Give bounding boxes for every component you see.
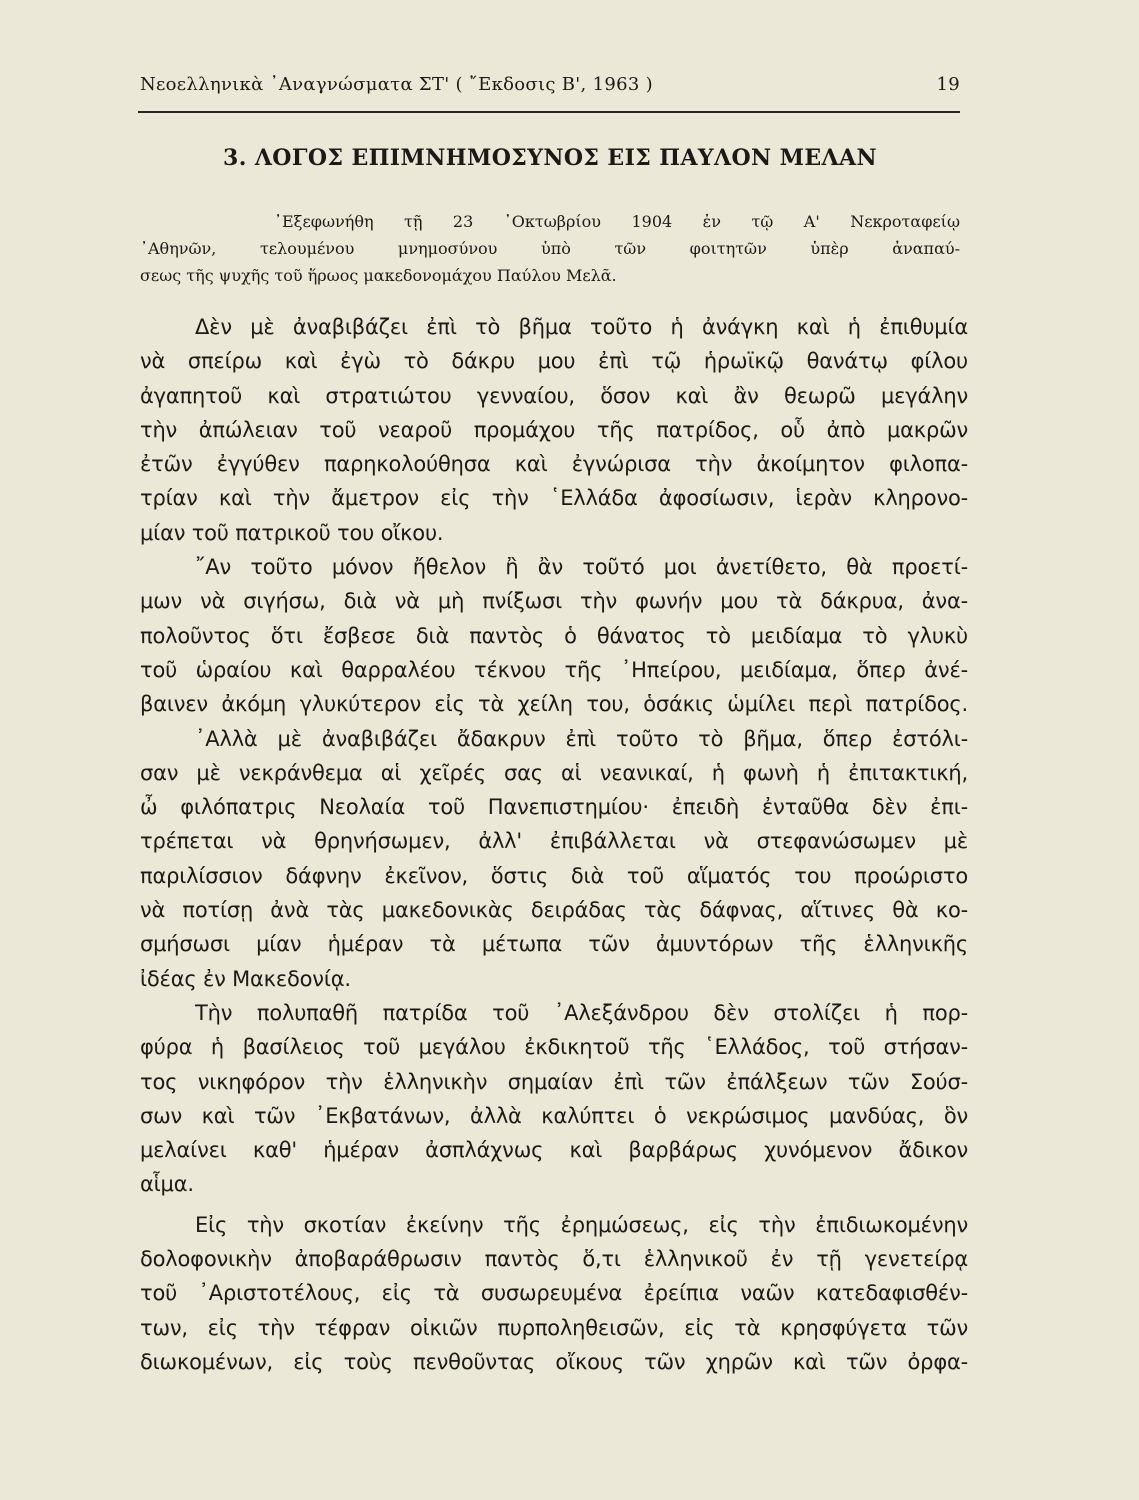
text-line: τοῦ ὡραίου καὶ θαρραλέου τέκνου τῆς ᾿Ηπείρου, μειδίαμα, ὅπερ ἀνέ- [140, 657, 968, 682]
text-line: ἀγαπητοῦ καὶ στρατιώτου γενναίου, ὅσον καὶ ἂν θεωρῶ μεγάλην [140, 383, 968, 408]
running-head [140, 74, 960, 104]
text-line: βαινεν ἀκόμη γλυκύτερον εἰς τὰ χείλη του, ὁσάκις ὡμίλει περὶ πατρίδος. [140, 692, 968, 717]
text-line: πολοῦντος ὅτι ἔσβεσε διὰ παντὸς ὁ θάνατος τὸ μειδίαμα τὸ γλυκὺ [140, 623, 968, 648]
text-line: νὰ σπείρω καὶ ἐγὼ τὸ δάκρυ μου ἐπὶ τῷ ἡρωϊκῷ θανάτῳ φίλου [140, 349, 968, 374]
speech-body [140, 310, 968, 1379]
note-line: ᾿Αθηνῶν, τελουμένου μνημοσύνου ὑπὸ τῶν φοιτητῶν ὑπὲρ ἀναπαύ- [140, 239, 960, 258]
text-line: των, εἰς τὴν τέφραν οἰκιῶν πυρποληθεισῶν, εἰς τὰ κρησφύγετα τῶν [140, 1315, 968, 1340]
text-line: τρέπεται νὰ θρηνήσωμεν, ἀλλ' ἐπιβάλλεται νὰ στεφανώσωμεν μὲ [140, 829, 968, 854]
text-line: διωκομένων, εἰς τοὺς πενθοῦντας οἴκους τῶν χηρῶν καὶ τῶν ὀρφα- [140, 1349, 968, 1374]
text-line: τὴν ἀπώλειαν τοῦ νεαροῦ προμάχου τῆς πατρίδος, οὗ ἀπὸ μακρῶν [140, 417, 968, 442]
text-line: νὰ ποτίσῃ ἀνὰ τὰς μακεδονικὰς δειράδας τὰς δάφνας, αἵτινες θὰ κο- [140, 898, 968, 923]
text-line: σαν μὲ νεκράνθεμα αἱ χεῖρές σας αἱ νεανικαί, ἡ φωνὴ ἡ ἐπιτακτική, [140, 760, 968, 785]
paragraph-1 [140, 310, 968, 550]
text-line: ῎Αν τοῦτο μόνον ἤθελον ἢ ἂν τοῦτό μοι ἀνετίθετο, θὰ προετί- [195, 555, 968, 580]
note-line: σεως τῆς ψυχῆς τοῦ ἥρωος μακεδονομάχου Παύλου Μελᾶ. [140, 266, 617, 285]
text-line: ἰδέας ἐν Μακεδονίᾳ. [140, 966, 351, 991]
text-line: τος νικηφόρον τὴν ἑλληνικὴν σημαίαν ἐπὶ τῶν ἐπάλξεων τῶν Σούσ- [140, 1069, 968, 1094]
paragraph-4 [140, 996, 968, 1202]
text-line: Τὴν πολυπαθῆ πατρίδα τοῦ ᾿Αλεξάνδρου δὲν στολίζει ἡ πορ- [195, 1000, 968, 1025]
header-rule [138, 111, 960, 113]
text-line: αἷμα. [140, 1172, 194, 1197]
text-line: μίαν τοῦ πατρικοῦ του οἴκου. [140, 520, 444, 545]
page-number: 19 [936, 74, 960, 95]
text-line: σμήσωσι μίαν ἡμέραν τὰ μέτωπα τῶν ἀμυντόρων τῆς ἑλληνικῆς [140, 932, 968, 957]
text-line: φύρα ἡ βασίλειος τοῦ μεγάλου ἐκδικητοῦ τῆς ῾Ελλάδος, τοῦ στήσαν- [140, 1035, 968, 1060]
paragraph-2 [140, 550, 968, 721]
paragraph-3 [140, 722, 968, 996]
text-line: ᾿Αλλὰ μὲ ἀναβιβάζει ἄδακρυν ἐπὶ τοῦτο τὸ βῆμα, ὅπερ ἐστόλι- [195, 726, 968, 751]
text-line: ἐτῶν ἐγγύθεν παρηκολούθησα καὶ ἐγνώρισα τὴν ἀκοίμητον φιλοπα- [140, 452, 968, 477]
text-line: παριλίσσιον δάφνην ἐκεῖνον, ὅστις διὰ τοῦ αἵματός του προώριστο [140, 863, 968, 888]
text-line: Δὲν μὲ ἀναβιβάζει ἐπὶ τὸ βῆμα τοῦτο ἡ ἀνάγκη καὶ ἡ ἐπιθυμία [195, 315, 968, 339]
text-line: Εἰς τὴν σκοτίαν ἐκείνην τῆς ἐρημώσεως, εἰς τὴν ἐπιδιωκομένην [195, 1212, 968, 1237]
paragraph-5 [140, 1208, 968, 1379]
delivery-note [140, 208, 960, 289]
text-line: ὦ φιλόπατρις Νεολαία τοῦ Πανεπιστημίου· ἐπειδὴ ἐνταῦθα δὲν ἐπι- [140, 795, 968, 820]
text-line: μων νὰ σιγήσω, διὰ νὰ μὴ πνίξωσι τὴν φωνήν μου τὰ δάκρυα, ἀνα- [140, 589, 968, 614]
chapter-title: 3. ΛΟΓΟΣ ΕΠΙΜΝΗΜΟΣΥΝΟΣ ΕΙΣ ΠΑΥΛΟΝ ΜΕΛΑΝ [223, 145, 877, 171]
running-head-title: Νεοελληνικὰ ᾿Αναγνώσματα ΣΤ' ( ῎Εκδοσις Β', 1963 ) [140, 74, 653, 95]
text-line: τρίαν καὶ τὴν ἄμετρον εἰς τὴν ῾Ελλάδα ἀφοσίωσιν, ἱερὰν κληρονο- [140, 486, 968, 511]
text-line: τοῦ ᾿Αριστοτέλους, εἰς τὰ συσωρευμένα ἐρείπια ναῶν κατεδαφισθέν- [140, 1281, 968, 1306]
text-line: σων καὶ τῶν ᾿Εκβατάνων, ἀλλὰ καλύπτει ὁ νεκρώσιμος μανδύας, ὃν [140, 1103, 968, 1128]
text-line: δολοφονικὴν ἀποβαράθρωσιν παντὸς ὅ,τι ἑλληνικοῦ ἐν τῇ γενετείρᾳ [140, 1247, 968, 1272]
note-line: ᾿Εξεφωνήθη τῇ 23 ᾿Οκτωβρίου 1904 ἐν τῷ Α' Νεκροταφείῳ [274, 212, 960, 231]
text-line: μελαίνει καθ' ἡμέραν ἀσπλάχνως καὶ βαρβάρως χυνόμενον ἄδικον [140, 1138, 968, 1163]
